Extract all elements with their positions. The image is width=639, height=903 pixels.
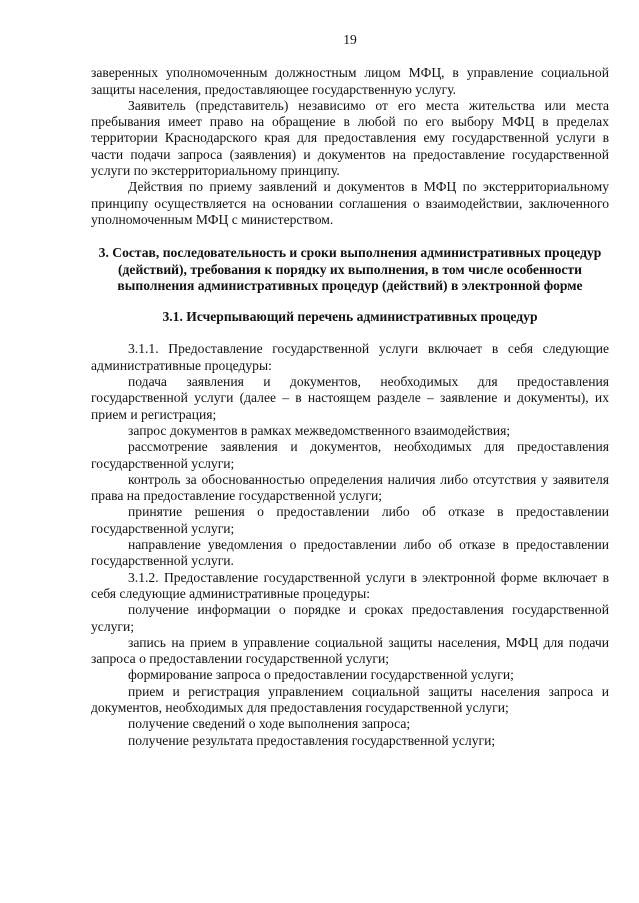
paragraph-3-1-2: 3.1.2. Предоставление государственной услуги в электронной форме включает в себя следующие административные процедуры: xyxy=(91,569,609,601)
paragraph-applicant-rights: Заявитель (представитель) независимо от его места жительства или места пребывания имеет право на обращение в любой по его выбору МФЦ в пределах территории Краснодарского края для предоставления ему государственной услуги в части подачи запроса (заявления) и документов на предоставление государственной услуги по экстерриториальному принципу. xyxy=(91,97,609,179)
document-page xyxy=(91,32,609,749)
list-item: получение информации о порядке и сроках предоставления государственной услуги; xyxy=(91,602,609,634)
list-item: получение результата предоставления государственной услуги; xyxy=(128,732,496,748)
paragraph-extraterritorial: Действия по приему заявлений и документов в МФЦ по экстерриториальному принципу осуществляется на основании соглашения о взаимодействии, заключенного уполномоченным МФЦ с министерством. xyxy=(91,179,609,227)
list-item: прием и регистрация управлением социальной защиты населения запроса и документов, необходимых для предоставления государственной услуги; xyxy=(91,683,609,715)
paragraph-continuation: заверенных уполномоченным должностным лицом МФЦ, в управление социальной защиты населения, предоставляющее государственную услугу. xyxy=(91,65,609,97)
subsection-heading: 3.1. Исчерпывающий перечень административных процедур xyxy=(162,309,538,325)
paragraph-3-1-1: 3.1.1. Предоставление государственной услуги включает в себя следующие административные процедуры: xyxy=(91,341,609,373)
list-item: получение сведений о ходе выполнения запроса; xyxy=(128,716,411,732)
list-item: контроль за обоснованностью определения наличия либо отсутствия у заявителя права на предоставление государственной услуги; xyxy=(91,471,609,504)
list-item: формирование запроса о предоставлении государственной услуги; xyxy=(128,667,514,683)
section-heading: 3. Состав, последовательность и сроки выполнения административных процедур (действий), требования к порядку их выполнения, в том числе особенности выполнения административных процедур (действий) в электронной форме xyxy=(98,245,602,293)
list-item: принятие решения о предоставлении либо об отказе в предоставлении государственной услуги; xyxy=(91,504,609,536)
list-item: запрос документов в рамках межведомственного взаимодействия; xyxy=(128,422,511,438)
list-item: рассмотрение заявления и документов, необходимых для предоставления государственной услуги; xyxy=(91,439,609,471)
page-number: 19 xyxy=(343,32,357,47)
list-item: подача заявления и документов, необходимых для предоставления государственной услуги (далее – в настоящем разделе – заявление и документы), их прием и регистрация; xyxy=(91,374,609,422)
list-item: направление уведомления о предоставлении либо об отказе в предоставлении государственной услуги. xyxy=(91,537,609,569)
list-item: запись на прием в управление социальной защиты населения, МФЦ для подачи запроса о предоставлении государственной услуги; xyxy=(91,634,609,667)
